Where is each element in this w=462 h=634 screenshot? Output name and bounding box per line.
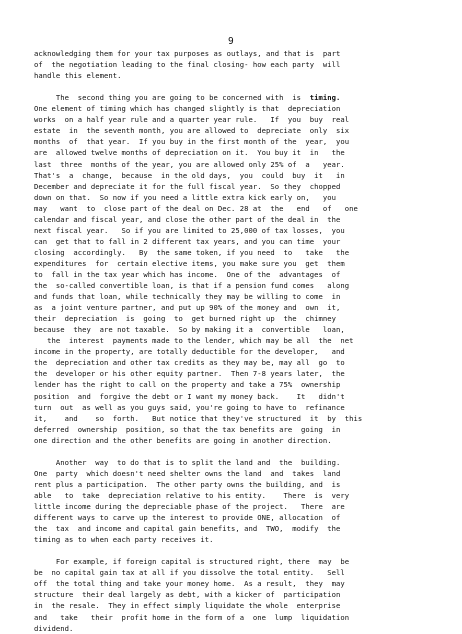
text-line: works on a half year rule and a quarter year rule. If you buy real xyxy=(34,115,350,125)
paragraph-3 xyxy=(34,457,454,545)
text-line: one direction and the other benefits are going in another direction. xyxy=(34,435,332,445)
text-line: That's a change, because in the old days, you could buy it in xyxy=(34,170,345,180)
text-line: income in the property, are totally deductible for the developer, and xyxy=(34,347,345,357)
text-line xyxy=(34,92,454,103)
text-line: the developer or his other equity partner. Then 7-8 years later, the xyxy=(34,369,345,379)
text-line: different ways to carve up the interest to provide ONE, allocation of xyxy=(34,513,341,523)
text-line: off the total thing and take your money home. As a result, they may xyxy=(34,579,345,589)
text-line: expenditures for certain elective items, you make sure you get them xyxy=(34,258,345,268)
text-line: next fiscal year. So if you are limited to 25,000 of tax losses, you xyxy=(34,225,345,235)
text-line: little income during the depreciable phase of the project. There are xyxy=(34,502,345,512)
text-line: are allowed twelve months of depreciation on it. You buy it in the xyxy=(34,148,345,158)
text-line: For example, if foreign capital is structured right, there may be xyxy=(34,557,350,567)
text-line: down on that. So now if you need a little extra kick early on, you xyxy=(34,192,337,202)
text-line: in the resale. They in effect simply liquidate the whole enterprise xyxy=(34,601,341,611)
text-line: dividend. xyxy=(34,623,74,633)
text-line: and take their profit home in the form of a one lump liquidation xyxy=(34,612,350,622)
text-line: acknowledging them for your tax purposes as outlays, and that is part xyxy=(34,49,341,58)
text-line: last three months of the year, you are allowed only 25% of a year. xyxy=(34,159,345,169)
text-line: lender has the right to call on the property and take a 75% ownership xyxy=(34,380,341,390)
paragraph-4 xyxy=(34,556,454,633)
paragraph-gap xyxy=(34,81,454,92)
text-line: calendar and fiscal year, and close the other part of the deal in the xyxy=(34,214,341,224)
text-line: able to take depreciation relative to his entity. There is very xyxy=(34,490,350,500)
text-line: as a joint venture partner, and put up 90% of the money and own it, xyxy=(34,303,341,313)
text-line: the interest payments made to the lender, which may be all the net xyxy=(34,336,354,346)
text-line: may want to close part of the deal on Dec. 28 at the end of one xyxy=(34,203,358,213)
paragraph-2 xyxy=(34,92,454,446)
text-line: One party which doesn't need shelter owns the land and takes land xyxy=(34,468,341,478)
text-line: it, and so forth. But notice that they've structured it by this xyxy=(34,413,363,423)
text-line: be no capital gain tax at all if you dissolve the total entity. Sell xyxy=(34,568,345,578)
text-line: One element of timing which has changed slightly is that depreciation xyxy=(34,104,341,114)
text-line: structure their deal largely as debt, with a kicker of participation xyxy=(34,590,341,600)
page-number: 9 xyxy=(228,36,234,47)
text-line: position and forgive the debt or I want my money back. It didn't xyxy=(34,391,345,401)
text-line: rent plus a participation. The other party owns the building, and is xyxy=(34,479,341,489)
timing-keyword: timing. xyxy=(309,93,341,103)
text-line: December and depreciate it for the full fiscal year. So they chopped xyxy=(34,181,341,191)
text-line: the depreciation and other tax credits as they may be, may all go to xyxy=(34,358,345,368)
text-line: estate in the seventh month, you are allowed to depreciate only six xyxy=(34,126,350,136)
text-line: their depreciation is going to get burned right up the chimney xyxy=(34,314,337,324)
text-line: can get that to fall in 2 different tax years, and you can time your xyxy=(34,236,341,246)
paragraph-gap xyxy=(34,446,454,457)
text-line: turn out as well as you guys said, you're going to have to refinance xyxy=(34,402,345,412)
text-line: the so-called convertible loan, is that if a pension fund comes along xyxy=(34,281,350,291)
document-body xyxy=(34,48,454,634)
text-line: Another way to do that is to split the land and the building. xyxy=(34,457,341,467)
paragraph-gap xyxy=(34,545,454,556)
text-line: handle this element. xyxy=(34,71,122,81)
text-line: months of that year. If you buy in the first month of the year, you xyxy=(34,137,350,147)
text-line: to fall in the tax year which has income. One of the advantages of xyxy=(34,269,341,279)
text-line: and funds that loan, while technically they may be willing to come in xyxy=(34,292,341,302)
paragraph-1 xyxy=(34,48,454,81)
text-line: of the negotiation leading to the final closing- how each party will xyxy=(34,60,341,70)
text-line: timing as to when each party receives it. xyxy=(34,535,214,545)
text-line-lead: The second thing you are going to be concerned with is xyxy=(34,93,310,103)
text-line: because they are not taxable. So by making it a convertible loan, xyxy=(34,325,345,335)
text-line: deferred ownership position, so that the tax benefits are going in xyxy=(34,424,341,434)
text-line: the tax and income and capital gain benefits, and TWO, modify the xyxy=(34,524,341,534)
text-line: closing accordingly. By the same token, if you need to take the xyxy=(34,247,350,257)
